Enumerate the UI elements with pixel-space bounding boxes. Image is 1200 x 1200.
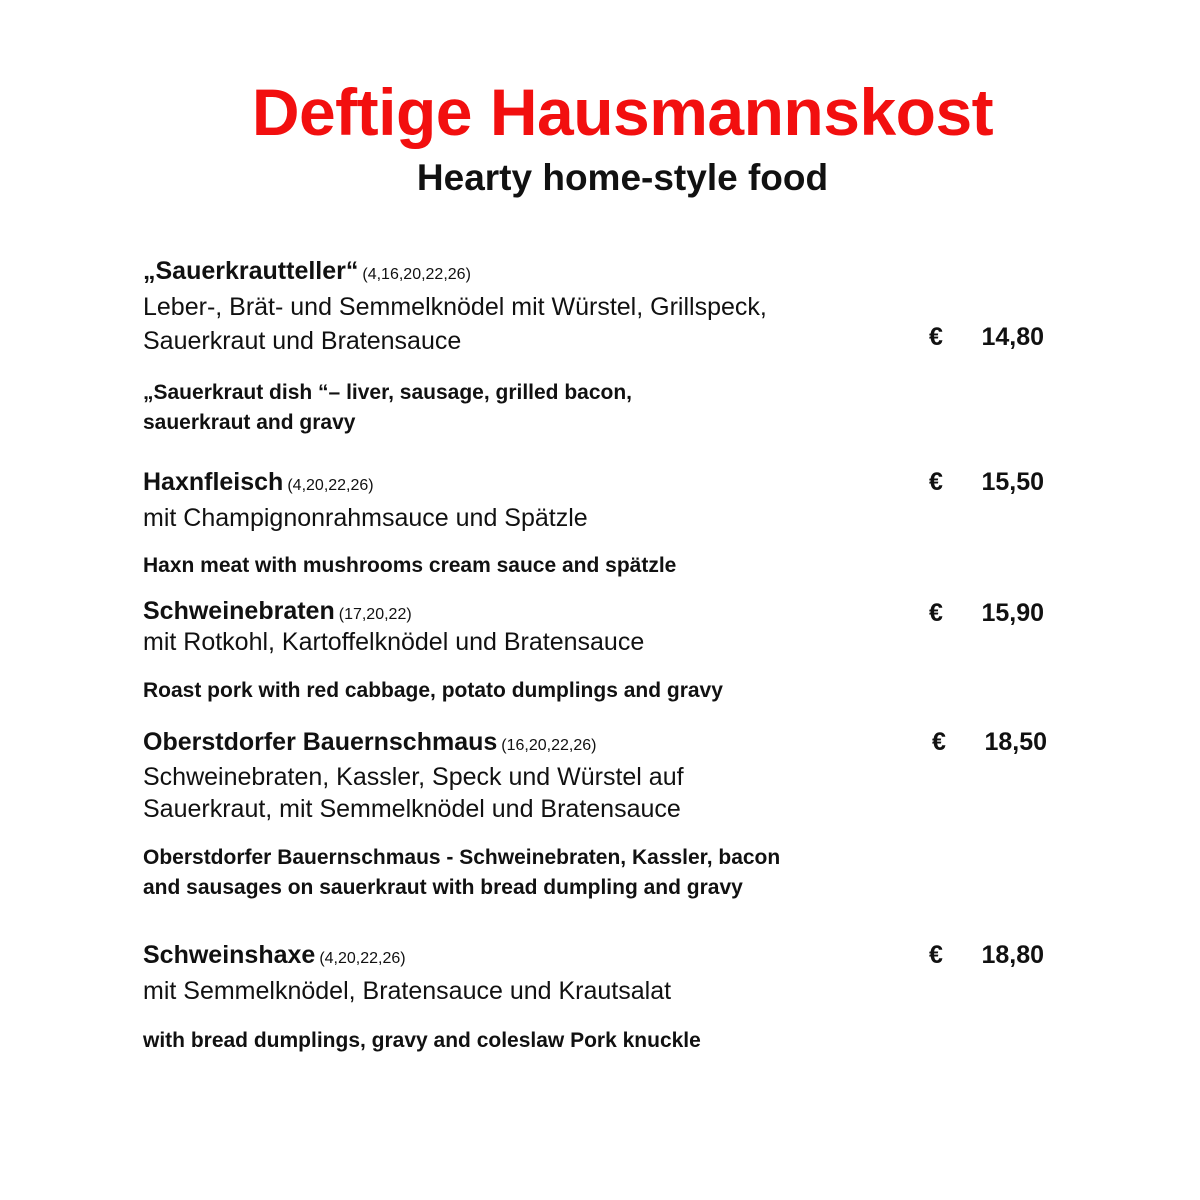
currency-symbol: € bbox=[929, 941, 943, 969]
dish-description-de: mit Rotkohl, Kartoffelknödel und Bratensauce bbox=[143, 628, 645, 656]
allergen-codes: (4,20,22,26) bbox=[287, 477, 374, 494]
currency-symbol: € bbox=[929, 468, 943, 496]
dish-description-de: Leber-, Brät- und Semmelknödel mit Würstel, Grillspeck, bbox=[143, 293, 767, 321]
dish-description-en: Oberstdorfer Bauernschmaus - Schweinebraten, Kassler, bacon bbox=[143, 846, 781, 869]
price-schweinshaxe bbox=[929, 940, 1044, 970]
dish-description-de: mit Semmelknödel, Bratensauce und Krautsalat bbox=[143, 977, 672, 1005]
allergen-codes: (17,20,22) bbox=[338, 606, 412, 623]
price-value: 14,80 bbox=[981, 323, 1044, 351]
allergen-codes: (4,16,20,22,26) bbox=[362, 266, 471, 283]
dish-description-en: sauerkraut and gravy bbox=[143, 411, 356, 434]
price-sauerkrautteller bbox=[929, 322, 1044, 352]
dish-description-en: Roast pork with red cabbage, potato dumplings and gravy bbox=[143, 679, 723, 702]
dish-name: Oberstdorfer Bauernschmaus bbox=[143, 728, 498, 756]
allergen-codes: (4,20,22,26) bbox=[319, 950, 406, 967]
price-value: 18,80 bbox=[981, 941, 1044, 969]
dish-description-de: Schweinebraten, Kassler, Speck und Würstel auf bbox=[143, 763, 684, 791]
dish-description-de: mit Champignonrahmsauce und Spätzle bbox=[143, 504, 588, 532]
dish-name: Schweinebraten bbox=[143, 597, 335, 625]
dish-name: Haxnfleisch bbox=[143, 468, 284, 496]
price-oberstdorfer-bauernschmaus bbox=[932, 727, 1047, 757]
dish-description-en: Haxn meat with mushrooms cream sauce and spätzle bbox=[143, 554, 677, 577]
price-value: 15,90 bbox=[981, 599, 1044, 627]
currency-symbol: € bbox=[932, 728, 946, 756]
dish-description-en: „Sauerkraut dish “– liver, sausage, grilled bacon, bbox=[143, 381, 633, 404]
price-value: 18,50 bbox=[984, 728, 1047, 756]
page-title: Deftige Hausmannskost bbox=[251, 75, 994, 149]
price-haxnfleisch bbox=[929, 467, 1044, 497]
page-subtitle: Hearty home-style food bbox=[416, 157, 829, 198]
allergen-codes: (16,20,22,26) bbox=[501, 737, 597, 754]
dish-description-en: with bread dumplings, gravy and coleslaw Pork knuckle bbox=[143, 1029, 701, 1052]
price-value: 15,50 bbox=[981, 468, 1044, 496]
dish-name: Schweinshaxe bbox=[143, 941, 316, 969]
menu-item-heading bbox=[143, 256, 1143, 290]
dish-description-de: Sauerkraut und Bratensauce bbox=[143, 327, 462, 355]
price-schweinebraten bbox=[929, 598, 1044, 628]
currency-symbol: € bbox=[929, 323, 943, 351]
dish-description-en: and sausages on sauerkraut with bread dumpling and gravy bbox=[143, 876, 743, 899]
dish-name: „Sauerkrautteller“ bbox=[143, 257, 359, 285]
currency-symbol: € bbox=[929, 599, 943, 627]
dish-description-de: Sauerkraut, mit Semmelknödel und Bratensauce bbox=[143, 795, 681, 823]
